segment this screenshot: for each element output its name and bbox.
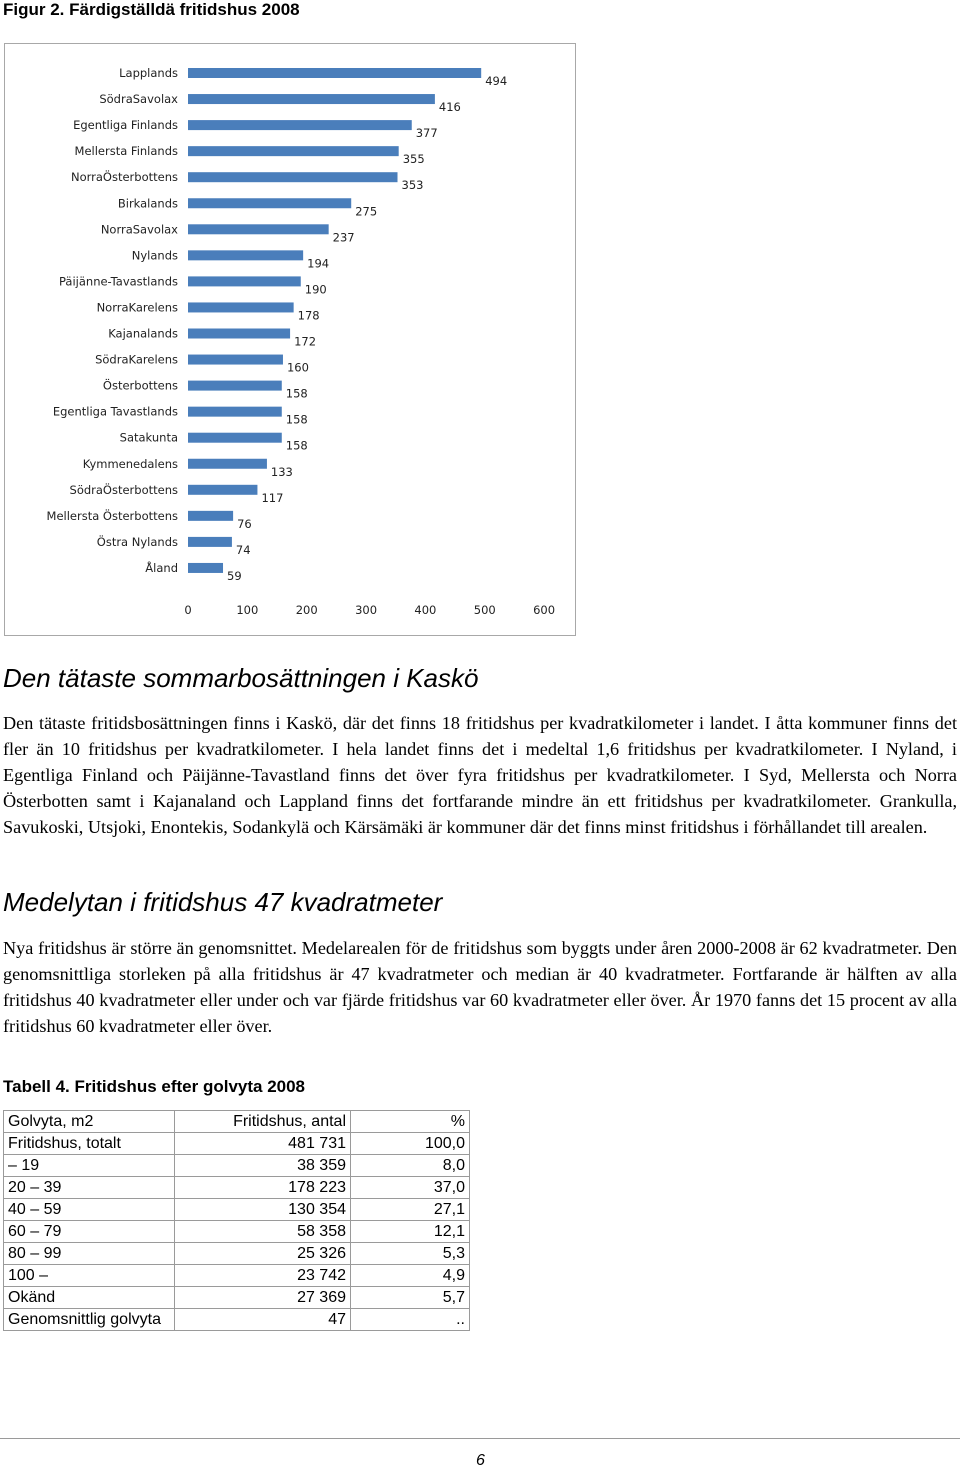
cell-golvyta: 100 – [4, 1265, 175, 1287]
bar [188, 172, 398, 182]
cell-golvyta: Genomsnittlig golvyta [4, 1309, 175, 1331]
cell-antal: 481 731 [175, 1133, 351, 1155]
table-row [4, 1243, 470, 1265]
value-label: 160 [286, 360, 309, 375]
category-label: Satakunta [119, 430, 178, 445]
cell-golvyta: – 19 [4, 1155, 175, 1177]
table-row [4, 1199, 470, 1221]
section-heading-area: Medelytan i fritidshus 47 kvadratmeter [3, 887, 443, 917]
cell-antal: 130 354 [175, 1199, 351, 1221]
value-label: 133 [270, 464, 293, 479]
paragraph-density: Den tätaste fritidsbosättningen finns i Kaskö, där det finns 18 fritidshus per kvadratkilometer i landet. I åtta kommuner finns det fler än 10 fritidshus per kvadratkilometer. I hela landet finns det i medeltal 1,6 fritidshus per kvadratkilometer. I Nyland, i Egentliga Finland och Päijänne-Tavastland finns det över fyra fritidshus per kvadratkilometer. I Syd, Mellersta och Norra Österbotten samt i Kajanaland och Lappland finns det fortfarande mindre än ett fritidshus per kvadratkilometer. Grankulla, Savukoski, Utsjoki, Enontekis, Sodankylä och Kärsämäki är kommuner där det finns minst fritidshus i förhållandet till arealen. [3, 713, 957, 837]
value-label: 117 [261, 490, 284, 505]
category-label: Kajanalands [108, 326, 178, 341]
table-row [4, 1309, 470, 1331]
category-label: Mellersta Finlands [74, 144, 178, 159]
cell-procent: 8,0 [351, 1155, 470, 1177]
category-label: NorraKarelens [96, 300, 178, 315]
page-number: 6 [476, 1452, 485, 1469]
cell-antal: 178 223 [175, 1177, 351, 1199]
value-label: 172 [294, 334, 317, 349]
footer-divider [0, 1438, 960, 1439]
table-header-row [4, 1111, 470, 1133]
x-tick-label: 200 [295, 603, 318, 617]
value-label: 74 [235, 542, 251, 557]
x-tick-label: 100 [236, 603, 259, 617]
x-tick-label: 500 [473, 603, 496, 617]
bar [188, 537, 232, 547]
table-row [4, 1287, 470, 1309]
category-label: SödraÖsterbottens [69, 482, 178, 497]
cell-procent: 5,3 [351, 1243, 470, 1265]
bar [188, 224, 329, 234]
category-label: SödraKarelens [95, 352, 178, 367]
category-label: Åland [145, 560, 178, 575]
table-row [4, 1177, 470, 1199]
bar-chart-svg [5, 44, 575, 635]
bar [188, 250, 303, 260]
cell-antal: 58 358 [175, 1221, 351, 1243]
bar [188, 198, 351, 208]
value-label: 178 [297, 308, 320, 323]
value-label: 76 [237, 516, 252, 531]
cell-procent: 4,9 [351, 1265, 470, 1287]
value-label: 494 [485, 74, 508, 88]
bar [188, 355, 283, 365]
value-label: 353 [401, 178, 424, 193]
category-label: NorraSavolax [100, 222, 178, 237]
cell-antal: 25 326 [175, 1243, 351, 1265]
cell-golvyta: 40 – 59 [4, 1199, 175, 1221]
category-label: Kymmenedalens [82, 456, 178, 471]
table-row [4, 1265, 470, 1287]
cell-procent: 5,7 [351, 1287, 470, 1309]
cell-golvyta: 60 – 79 [4, 1221, 175, 1243]
cell-procent: .. [351, 1309, 470, 1331]
paragraph-area: Nya fritidshus är större än genomsnittet. Medelarealen för de fritidshus som byggts under åren 2000-2008 är 62 kvadratmeter. Den genomsnittliga storleken på alla fritidshus är 47 kvadratmeter och median är 40 kvadratmeter. Fortfarande är hälften av alla fritidshus 40 kvadratmeter eller under och var fjärde fritidshus var 60 kvadratmeter eller över. År 1970 fanns det 15 procent av alla fritidshus 60 kvadratmeter eller över. [3, 938, 957, 1036]
bar [188, 511, 233, 521]
table-body [4, 1111, 470, 1331]
bar-chart [4, 43, 576, 636]
value-label: 190 [304, 282, 327, 297]
bar [188, 276, 301, 286]
bar [188, 407, 282, 417]
category-label: Egentliga Finlands [73, 118, 178, 133]
x-tick-label: 400 [414, 603, 437, 617]
header-procent: % [351, 1111, 470, 1133]
cell-antal: 38 359 [175, 1155, 351, 1177]
category-label: Lapplands [119, 66, 178, 80]
x-tick-label: 600 [533, 603, 556, 617]
bar [188, 433, 282, 443]
bar [188, 329, 290, 339]
cell-golvyta: Fritidshus, totalt [4, 1133, 175, 1155]
table-row [4, 1133, 470, 1155]
value-label: 275 [355, 204, 378, 219]
value-label: 59 [227, 568, 242, 583]
cell-procent: 100,0 [351, 1133, 470, 1155]
cell-procent: 27,1 [351, 1199, 470, 1221]
value-label: 237 [332, 230, 355, 245]
bar [188, 146, 399, 156]
cell-golvyta: 20 – 39 [4, 1177, 175, 1199]
cell-golvyta: 80 – 99 [4, 1243, 175, 1265]
category-label: Österbottens [102, 378, 178, 393]
category-label: Nylands [131, 248, 178, 263]
value-label: 158 [285, 438, 308, 453]
cell-procent: 12,1 [351, 1221, 470, 1243]
category-label: SödraSavolax [99, 92, 178, 107]
figure-title: Figur 2. Färdigställdä fritidshus 2008 [3, 0, 300, 19]
table-row [4, 1221, 470, 1243]
category-label: Mellersta Österbottens [46, 508, 178, 523]
category-label: Östra Nylands [96, 534, 178, 549]
section-heading-density: Den tätaste sommarbosättningen i Kaskö [3, 663, 479, 693]
bar [188, 68, 481, 78]
bar [188, 485, 257, 495]
value-label: 194 [307, 256, 330, 271]
value-label: 416 [438, 100, 461, 115]
value-label: 355 [402, 152, 425, 167]
value-label: 158 [285, 412, 308, 427]
cell-antal: 27 369 [175, 1287, 351, 1309]
category-label: Päijänne-Tavastlands [59, 274, 178, 289]
header-golvyta: Golvyta, m2 [4, 1111, 175, 1133]
floor-area-table [3, 1110, 470, 1331]
value-label: 377 [415, 126, 438, 141]
bar [188, 459, 267, 469]
table-row [4, 1155, 470, 1177]
category-label: Egentliga Tavastlands [52, 404, 178, 419]
table-title: Tabell 4. Fritidshus efter golvyta 2008 [3, 1077, 306, 1096]
bar [188, 302, 294, 312]
bar [188, 120, 412, 130]
bar [188, 381, 282, 391]
cell-procent: 37,0 [351, 1177, 470, 1199]
bar [188, 563, 223, 573]
bar [188, 94, 435, 104]
category-label: NorraÖsterbottens [70, 170, 178, 185]
cell-golvyta: Okänd [4, 1287, 175, 1309]
value-label: 158 [285, 386, 308, 401]
header-antal: Fritidshus, antal [175, 1111, 351, 1133]
category-label: Birkalands [117, 196, 178, 211]
x-tick-label: 300 [355, 603, 378, 617]
cell-antal: 23 742 [175, 1265, 351, 1287]
x-tick-label: 0 [184, 603, 192, 617]
cell-antal: 47 [175, 1309, 351, 1331]
